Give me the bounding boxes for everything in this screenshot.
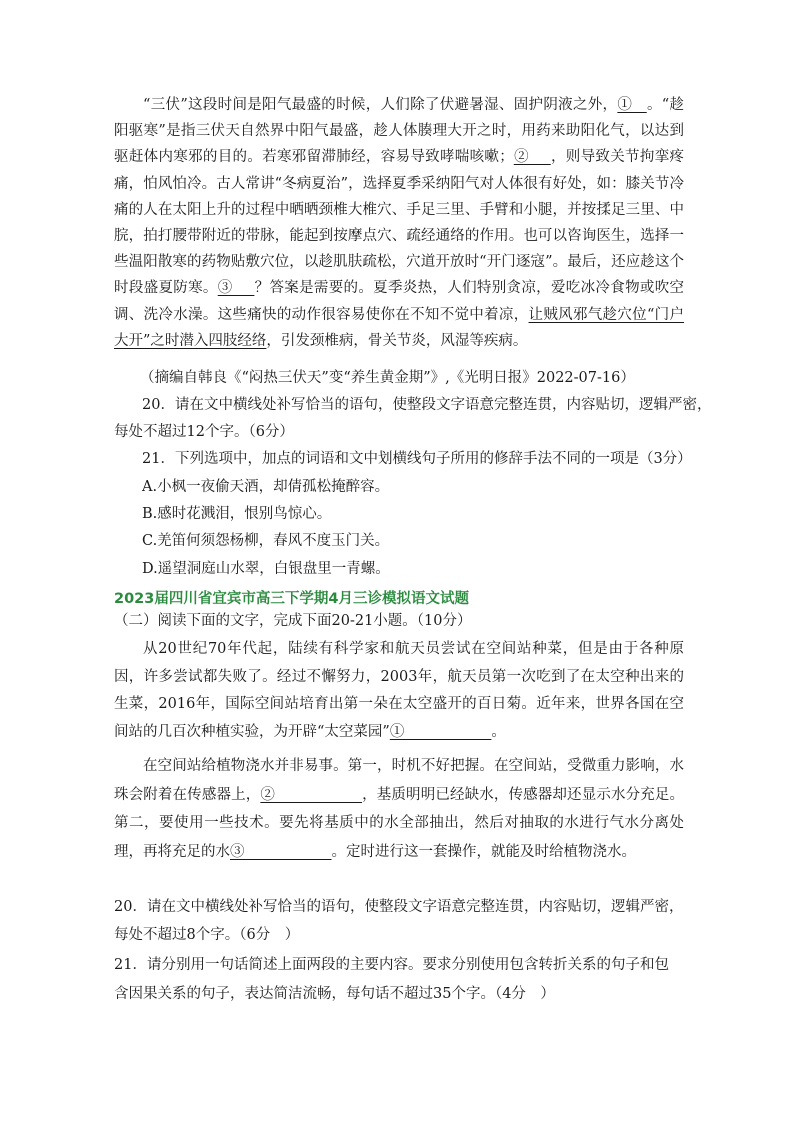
s2-question-21-line-1: 21．请分别用一句话简述上面两段的主要内容。要求分别使用包含转折关系的句子和包 [114,957,669,973]
question-20-line-1: 20．请在文中横线处补写恰当的语句，使整段文字语意完整连贯，内容贴切，逻辑严密， [142,397,712,413]
s2-question-20-line-2: 每处不超过8个字。（6分 ） [114,927,300,943]
text-run: ，引发颈椎病，骨关节炎，风湿等疾病。 [266,332,528,349]
text-run: 。 [491,723,506,740]
text-run: 在空间站给植物浇水并非易事。第一，时机不好把握。在空间站，受微重力影响，水珠会附着在传感器上， [114,758,684,803]
underlined-sentence: 让贼风邪气趁穴位“门户大开”之时潜入四肢经络 [114,306,684,349]
text-run: ，则导致关节拘挛疼痛，怕风怕冷。古人常讲“冬病夏治”，选择夏季采纳阳气对人体很有好处，如：膝关节冷痛的人在太阳上升的过程中晒晒颈椎大椎穴、手足三里、手臂和小腿，并按揉足三里、中脘，拍打腰带附近的带脉，能起到按摩点穴、疏经通络的作用。也可以咨询医生，选择一些温阳散寒的药物贴敷穴位，以趁肌肤疏松，穴道开放时“开门逐寇”。最后，还应趁这个时段盛夏防寒。 [114,149,685,297]
option-b: B.感时花溅泪，恨别鸟惊心。 [142,506,332,522]
question-20-line-2: 每处不超过12个字。（6分） [114,424,294,440]
option-d: D.遥望洞庭山水翠，白银盘里一青螺。 [142,561,390,577]
option-a: A.小枫一夜偷天酒，却倩孤松掩醉容。 [142,479,390,495]
blank-2: ②___ [513,149,551,166]
blank-3: ③___ [217,280,255,297]
section2-paragraph-1 [114,636,684,746]
section2-paragraph-2 [114,752,684,866]
blank-1: ①____________ [389,723,492,740]
text-run: “三伏”这段时间是阳气最盛的时候，人们除了伏避暑湿、固护阴液之外， [143,97,618,113]
text-run: 。定时进行这一套操作，就能及时给植物浇水。 [331,843,636,860]
passage-paragraph-1 [114,92,684,354]
s2-question-20-line-1: 20．请在文中横线处补写恰当的语句，使整段文字语意完整连贯，内容贴切，逻辑严密， [114,899,684,915]
s2-question-21-line-2: 含因果关系的句子，表达简洁流畅，每句话不超过35个字。（4分 ） [114,986,555,1002]
source-citation: （摘编自韩良《“闷热三伏天”变“养生黄金期”》,《光明日报》2022-07-16） [140,370,635,386]
text-run: ，基质明明已经缺水，传感器却还显示水分充足。第二，要使用一些技术。要先将基质中的水全部抽出，然后对抽取的水进行气水分离处理，再将充足的水 [114,786,685,860]
blank-1: ①__ [617,97,647,113]
blank-3: ③____________ [230,843,332,860]
exam-source-heading: 2023届四川省宜宾市高三下学期4月三诊模拟语文试题 [114,591,469,607]
option-c: C.羌笛何须怨杨柳，春风不度玉门关。 [142,533,390,549]
blank-2: ②____________ [260,786,363,803]
section-intro: （二）阅读下面的文字，完成下面20-21小题。（10分） [114,613,472,629]
text-run: ？答案是需要的。夏季炎热，人们特别贪凉，爱吃冰冷食物或吹空调、洗冷水澡。这些痛快的动作很容易使你在不知不觉中着凉， [114,280,685,323]
question-21: 21．下列选项中，加点的词语和文中划横线句子所用的修辞手法不同的一项是（3分） [142,451,692,467]
text-run: 。“趁阳驱寒”是指三伏天自然界中阳气最盛，趁人体腠理大开之时，用药来助阳化气，以达到驱赶体内寒邪的目的。若寒邪留滞肺经，容易导致哮喘咳嗽； [114,97,684,166]
text-run: 从20世纪70年代起，陆续有科学家和航天员尝试在空间站种菜，但是由于各种原因，许多尝试都失败了。经过不懈努力，2003年，航天员第一次吃到了在太空种出来的生菜，2016年，国际空间站培育出第一朵在太空盛开的百日菊。近年来，世界各国在空间站的几百次种植实验，为开辟“太空菜园” [114,641,684,740]
